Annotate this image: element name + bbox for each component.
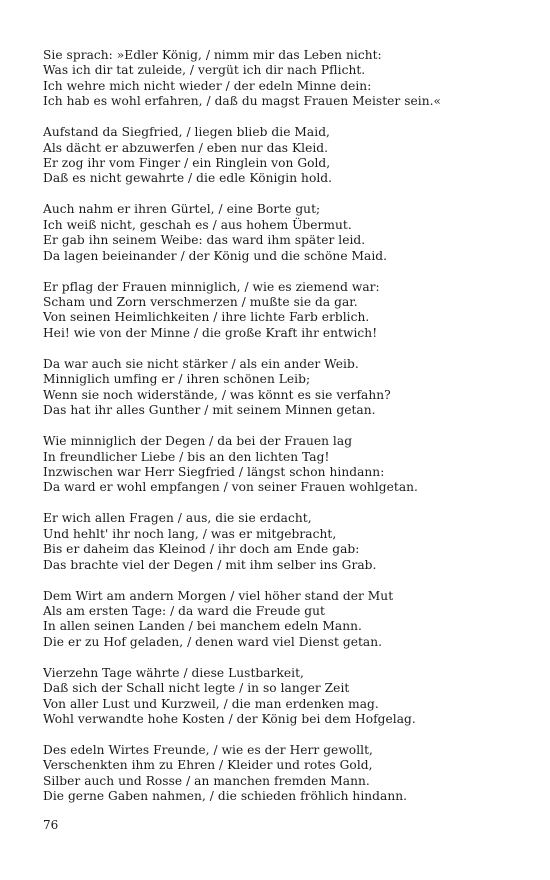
verse-line: Wenn sie noch widerstände, / was könnt es sie verfahn?	[43, 387, 391, 402]
verse-line: Und hehlt' ihr noch lang, / was er mitgebracht,	[43, 526, 337, 541]
verse-line: In freundlicher Liebe / bis an den lichten Tag!	[43, 449, 330, 464]
verse-line: Dem Wirt am andern Morgen / viel höher stand der Mut	[43, 588, 394, 603]
verse-line: Des edeln Wirtes Freunde, / wie es der Herr gewollt,	[43, 742, 373, 757]
verse-line: Da war auch sie nicht stärker / als ein ander Weib.	[43, 356, 359, 371]
verse-line: Wie minniglich der Degen / da bei der Frauen lag	[43, 434, 353, 449]
verse-line: Ich wehre mich nicht wieder / der edeln Minne dein:	[43, 78, 372, 93]
stanza	[43, 48, 513, 110]
verse-line: Er gab ihn seinem Weibe: das ward ihm später leid.	[43, 233, 366, 248]
verse-line: Hei! wie von der Minne / die große Kraft ihr entwich!	[43, 325, 378, 340]
verse-line: Als am ersten Tage: / da ward die Freude gut	[43, 603, 325, 618]
verse-line: Aufstand da Siegfried, / liegen blieb die Maid,	[43, 125, 330, 140]
page-number: 76	[43, 818, 59, 832]
verse-line: Die er zu Hof geladen, / denen ward viel Dienst getan.	[43, 634, 383, 649]
verse-line: Wohl verwandte hohe Kosten / der König bei dem Hofgelag.	[43, 711, 416, 726]
verse-line: Von aller Lust und Kurzweil, / die man erdenken mag.	[43, 696, 379, 711]
verse-line: Bis er daheim das Kleinod / ihr doch am Ende gab:	[43, 542, 360, 557]
verse-line: Er zog ihr vom Finger / ein Ringlein von Gold,	[43, 156, 331, 171]
verse-line: Auch nahm er ihren Gürtel, / eine Borte gut;	[43, 202, 321, 217]
stanza	[43, 434, 513, 496]
verse-line: Als dächt er abzuwerfen / eben nur das Kleid.	[43, 140, 329, 155]
stanza	[43, 357, 513, 419]
stanza	[43, 125, 513, 187]
verse-line: Verschenkten ihm zu Ehren / Kleider und rotes Gold,	[43, 758, 373, 773]
verse-line: Ich weiß nicht, geschah es / aus hohem Übermut.	[43, 217, 352, 232]
verse-line: Daß sich der Schall nicht legte / in so langer Zeit	[43, 681, 350, 696]
verse-line: Er wich allen Fragen / aus, die sie erdacht,	[43, 511, 312, 526]
verse-line: Inzwischen war Herr Siegfried / längst schon hindann:	[43, 464, 385, 479]
stanza	[43, 280, 513, 342]
verse-line: Ich hab es wohl erfahren, / daß du magst Frauen Meister sein.«	[43, 94, 442, 109]
verse-line: Scham und Zorn verschmerzen / mußte sie da gar.	[43, 295, 358, 310]
verse-line: Da lagen beieinander / der König und die schöne Maid.	[43, 248, 388, 263]
verse-line: Die gerne Gaben nahmen, / die schieden fröhlich hindann.	[43, 789, 408, 804]
verse-line: In allen seinen Landen / bei manchem edeln Mann.	[43, 619, 362, 634]
verse-line: Das brachte viel der Degen / mit ihm selber ins Grab.	[43, 557, 377, 572]
verse-line: Das hat ihr alles Gunther / mit seinem Minnen getan.	[43, 403, 376, 418]
verse-line: Von seinen Heimlichkeiten / ihre lichte Farb erblich.	[43, 310, 370, 325]
stanza	[43, 666, 513, 728]
verse-line: Vierzehn Tage währte / diese Lustbarkeit,	[43, 665, 304, 680]
stanza	[43, 589, 513, 651]
verse-line: Sie sprach: »Edler König, / nimm mir das Leben nicht:	[43, 48, 382, 62]
poem-text	[43, 48, 513, 820]
stanza	[43, 202, 513, 264]
verse-line: Silber auch und Rosse / an manchen fremden Mann.	[43, 773, 370, 788]
verse-line: Was ich dir tat zuleide, / vergüt ich dir nach Pflicht.	[43, 63, 366, 78]
verse-line: Daß es nicht gewahrte / die edle Königin hold.	[43, 171, 333, 186]
stanza	[43, 743, 513, 805]
stanza	[43, 511, 513, 573]
verse-line: Da ward er wohl empfangen / von seiner Frauen wohlgetan.	[43, 480, 418, 495]
verse-line: Minniglich umfing er / ihren schönen Leib;	[43, 372, 311, 387]
verse-line: Er pflag der Frauen minniglich, / wie es ziemend war:	[43, 279, 380, 294]
